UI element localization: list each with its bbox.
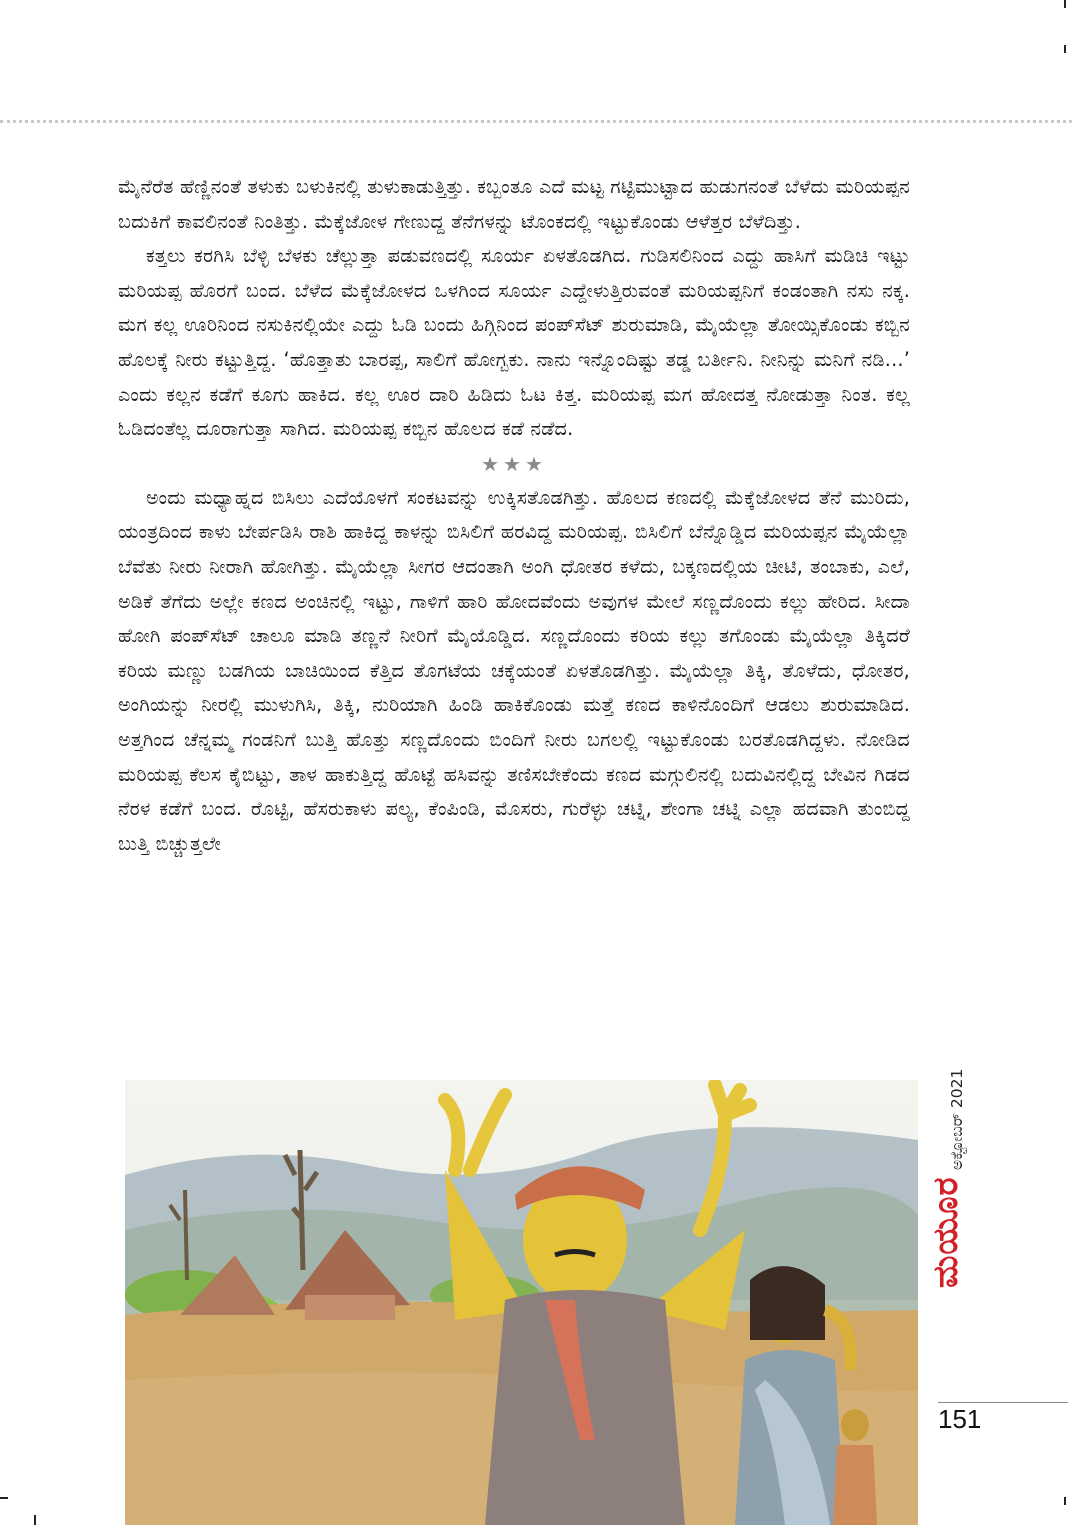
issue-date: ಅಕ್ಟೋಬರ್ 2021 [948, 1068, 966, 1170]
magazine-logo: ಮಯೂರ [926, 1176, 966, 1288]
article-body [118, 170, 910, 861]
story-illustration [125, 1080, 918, 1525]
page-number: 151 [938, 1404, 982, 1434]
crop-mark-left-bottom [0, 1497, 8, 1499]
paragraph: ಅಂದು ಮಧ್ಯಾಹ್ನದ ಬಿಸಿಲು ಎದೆಯೊಳಗೆ ಸಂಕಟವನ್ನು ಉಕ್ಕಿಸತೊಡಗಿತ್ತು. ಹೊಲದ ಕಣದಲ್ಲಿ ಮೆಕ್ಕೆಜೋಳದ ತೆನೆ ಮುರಿದು, ಯಂತ್ರದಿಂದ ಕಾಳು ಬೇರ್ಪಡಿಸಿ ರಾಶಿ ಹಾಕಿದ್ದ ಕಾಳನ್ನು ಬಿಸಿಲಿಗೆ ಹರವಿದ್ದ ಮರಿಯಪ್ಪ. ಬಿಸಿಲಿಗೆ ಬೆನ್ನೊಡ್ಡಿದ ಮರಿಯಪ್ಪನ ಮೈಯೆಲ್ಲಾ ಬೆವೆತು ನೀರು ನೀರಾಗಿ ಹೋಗಿತ್ತು. ಮೈಯೆಲ್ಲಾ ಸೀಗರ ಆದಂತಾಗಿ ಅಂಗಿ ಧೋತರ ಕಳೆದು, ಬಕ್ಕಣದಲ್ಲಿಯ ಚೀಟಿ, ತಂಬಾಕು, ಎಲೆ, ಅಡಿಕೆ ತೆಗೆದು ಅಲ್ಲೇ ಕಣದ ಅಂಚಿನಲ್ಲಿ ಇಟ್ಟು, ಗಾಳಿಗೆ ಹಾರಿ ಹೋದವೆಂದು ಅವುಗಳ ಮೇಲೆ ಸಣ್ಣದೊಂದು ಕಲ್ಲು ಹೇರಿದ. ಸೀದಾ ಹೋಗಿ ಪಂಪ್‌ಸೆಟ್ ಚಾಲೂ ಮಾಡಿ ತಣ್ಣನೆ ನೀರಿಗೆ ಮೈಯೊಡ್ಡಿದ. ಸಣ್ಣದೊಂದು ಕರಿಯ ಕಲ್ಲು ತಗೊಂಡು ಮೈಯೆಲ್ಲಾ ತಿಕ್ಕಿದರೆ ಕರಿಯ ಮಣ್ಣು ಬಡಗಿಯ ಬಾಚಿಯಿಂದ ಕೆತ್ತಿದ ತೊಗಟೆಯ ಚಕ್ಕೆಯಂತೆ ಏಳತೊಡಗಿತ್ತು. ಮೈಯೆಲ್ಲಾ ತಿಕ್ಕಿ, ತೊಳೆದು, ಧೋತರ, ಅಂಗಿಯನ್ನು ನೀರಲ್ಲಿ ಮುಳುಗಿಸಿ, ತಿಕ್ಕಿ, ನುರಿಯಾಗಿ ಹಿಂಡಿ ಹಾಕಿಕೊಂಡು ಮತ್ತೆ ಕಣದ ಕಾಳಿನೊಂದಿಗೆ ಆಡಲು ಶುರುಮಾಡಿದ. ಅತ್ತಗಿಂದ ಚೆನ್ನಮ್ಮ ಗಂಡನಿಗೆ ಬುತ್ತಿ ಹೊತ್ತು ಸಣ್ಣದೊಂದು ಬಿಂದಿಗೆ ನೀರು ಬಗಲಲ್ಲಿ ಇಟ್ಟುಕೊಂಡು ಬರತೊಡಗಿದ್ದಳು. ನೋಡಿದ ಮರಿಯಪ್ಪ ಕೆಲಸ ಕೈಬಿಟ್ಟು, ತಾಳ ಹಾಕುತ್ತಿದ್ದ ಹೊಟ್ಟೆ ಹಸಿವನ್ನು ತಣಿಸಬೇಕೆಂದು ಕಣದ ಮಗ್ಗುಲಿನಲ್ಲಿ ಬದುವಿನಲ್ಲಿದ್ದ ಬೇವಿನ ಗಿಡದ ನೆರಳ ಕಡೆಗೆ ಬಂದ. ರೊಟ್ಟಿ, ಹೆಸರುಕಾಳು ಪಲ್ಯ, ಕೆಂಪಿಂಡಿ, ಮೊಸರು, ಗುರೆಳ್ಳು ಚಟ್ನಿ, ಶೇಂಗಾ ಚಟ್ನಿ ಎಲ್ಲಾ ಹದವಾಗಿ ತುಂಬಿದ್ದ ಬುತ್ತಿ ಬಿಚ್ಚುತ್ತಲೇ [118, 485, 910, 855]
dotted-divider [0, 120, 1072, 123]
crop-mark-right-bottom [1064, 1497, 1066, 1505]
crop-mark-bottom-left [34, 1515, 36, 1525]
section-separator: ★★★ [481, 451, 547, 476]
crop-mark-right-top [1064, 45, 1066, 53]
page-number-rule [938, 1402, 1068, 1403]
crop-mark-top [1064, 0, 1066, 8]
paragraph: ಕತ್ತಲು ಕರಗಿಸಿ ಬೆಳ್ಳಿ ಬೆಳಕು ಚೆಲ್ಲುತ್ತಾ ಪಡುವಣದಲ್ಲಿ ಸೂರ್ಯ ಏಳತೊಡಗಿದ. ಗುಡಿಸಲಿನಿಂದ ಎದ್ದು ಹಾಸಿಗೆ ಮಡಿಚಿ ಇಟ್ಟು ಮರಿಯಪ್ಪ ಹೊರಗೆ ಬಂದ. ಬೆಳೆದ ಮೆಕ್ಕೆಜೋಳದ ಒಳಗಿಂದ ಸೂರ್ಯ ಎದ್ದೇಳುತ್ತಿರುವಂತೆ ಮರಿಯಪ್ಪನಿಗೆ ಕಂಡಂತಾಗಿ ನಸು ನಕ್ಕ. ಮಗ ಕಲ್ಲ ಊರಿನಿಂದ ನಸುಕಿನಲ್ಲಿಯೇ ಎದ್ದು ಓಡಿ ಬಂದು ಹಿಗ್ಗಿನಿಂದ ಪಂಪ್‌ಸೆಟ್ ಶುರುಮಾಡಿ, ಮೈಯೆಲ್ಲಾ ತೋಯ್ಸಿಕೊಂಡು ಕಬ್ಬಿನ ಹೊಲಕ್ಕೆ ನೀರು ಕಟ್ಟುತ್ತಿದ್ದ. ‘ಹೊತ್ತಾತು ಬಾರಪ್ಪ, ಸಾಲಿಗೆ ಹೋಗ್ಬಕು. ನಾನು ಇನ್ನೊಂದಿಷ್ಟು ತಡ್ಡ ಬರ್ತೀನಿ. ನೀನಿನ್ನು ಮನಿಗೆ ನಡಿ...’ ಎಂದು ಕಲ್ಲನ ಕಡೆಗೆ ಕೂಗು ಹಾಕಿದ. ಕಲ್ಲ ಊರ ದಾರಿ ಹಿಡಿದು ಓಟ ಕಿತ್ತ. ಮರಿಯಪ್ಪ ಮಗ ಹೋದತ್ತ ನೋಡುತ್ತಾ ನಿಂತ. ಕಲ್ಲ ಓಡಿದಂತೆಲ್ಲ ದೂರಾಗುತ್ತಾ ಸಾಗಿದ. ಮರಿಯಪ್ಪ ಕಬ್ಬಿನ ಹೊಲದ ಕಡೆ ನಡೆದ. [118, 244, 910, 441]
paragraph: ಮೈನೆರೆತ ಹೆಣ್ಣಿನಂತೆ ತಳುಕು ಬಳುಕಿನಲ್ಲಿ ತುಳುಕಾಡುತ್ತಿತ್ತು. ಕಬ್ಬಂತೂ ಎದೆ ಮಟ್ಟ ಗಟ್ಟಿಮುಟ್ಟಾದ ಹುಡುಗನಂತೆ ಬೆಳೆದು ಮರಿಯಪ್ಪನ ಬದುಕಿಗೆ ಕಾವಲಿನಂತೆ ನಿಂತಿತ್ತು. ಮೆಕ್ಕೆಜೋಳ ಗೇಣುದ್ದ ತೆನೆಗಳನ್ನು ಟೊಂಕದಲ್ಲಿ ಇಟ್ಟುಕೊಂಡು ಆಳೆತ್ತರ ಬೆಳೆದಿತ್ತು. [118, 175, 910, 233]
